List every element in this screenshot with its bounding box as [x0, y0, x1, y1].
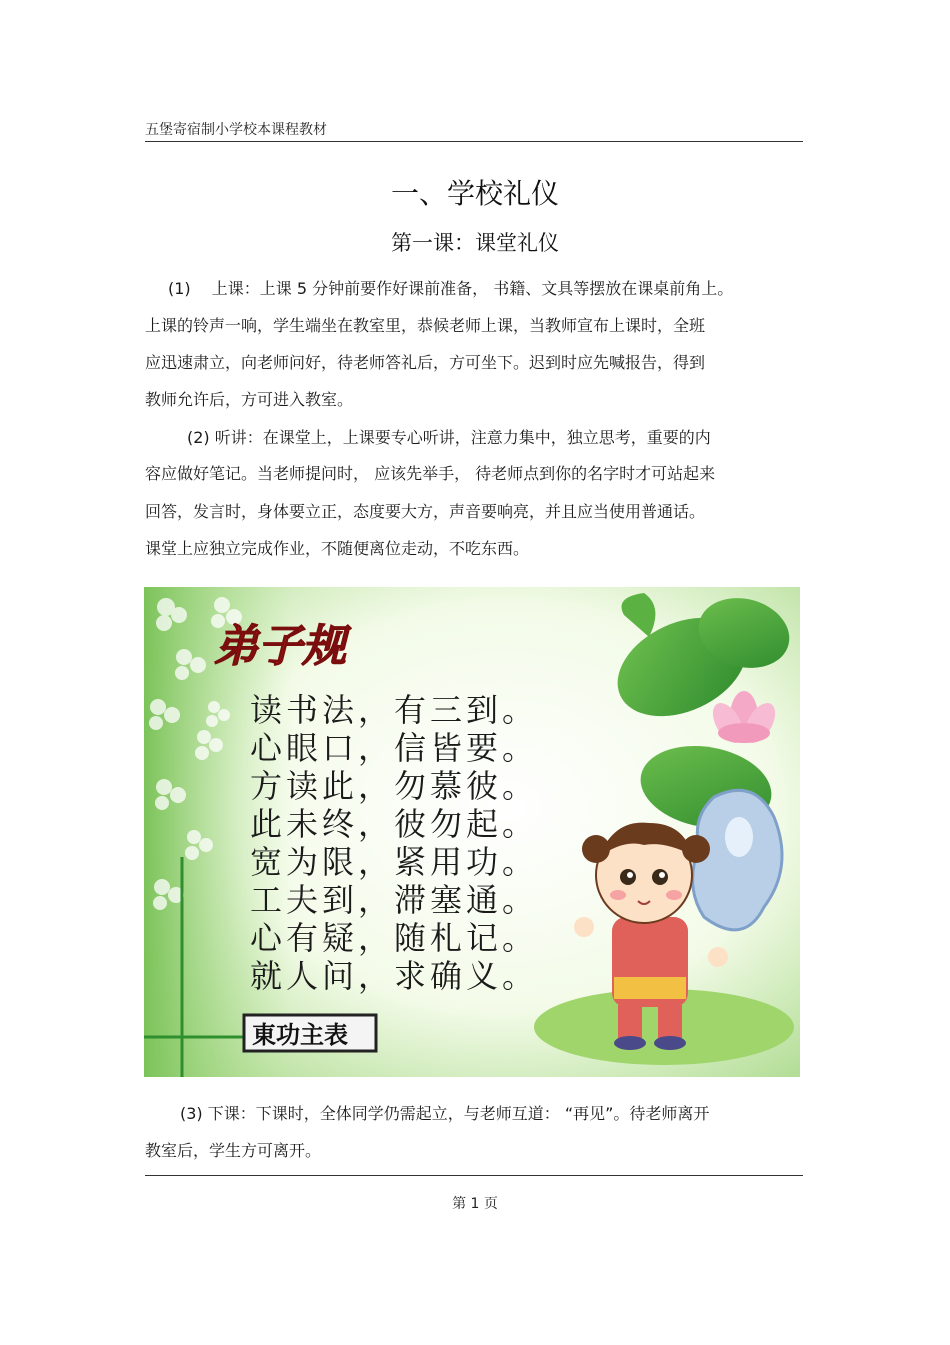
paragraph-line: 教师允许后，方可进入教室。 [145, 390, 354, 409]
paragraph-line: 上课的铃声一响，学生端坐在教室里，恭候老师上课，当教师宣布上课时，全班 [145, 316, 706, 335]
lesson-title: 第一课：课堂礼仪 [391, 231, 559, 255]
page-number: 第 1 页 [452, 1196, 498, 1212]
poem-verse: 读书法，有三到。 [250, 691, 539, 729]
paragraph-line: (3) 下课：下课时，全体同学仍需起立，与老师互道： “再见”。待老师离开 [180, 1104, 710, 1123]
paragraph-line: (2) 听讲：在课堂上，上课要专心听讲，注意力集中，独立思考，重要的内 [187, 428, 711, 447]
poem-verse: 此未终，彼勿起。 [250, 805, 539, 843]
poem-verse: 工夫到，滞塞通。 [250, 881, 539, 919]
header-rule [145, 141, 803, 142]
chapter-title: 一、学校礼仪 [390, 177, 559, 210]
paragraph-line: 教室后，学生方可离开。 [145, 1141, 322, 1160]
paragraph-line: 回答，发言时，身体要立正，态度要大方，声音要响亮，并且应当使用普通话。 [145, 502, 706, 521]
footer-rule [145, 1175, 803, 1176]
poem-verse: 方读此，勿慕彼。 [250, 767, 539, 805]
poem-verse: 心有疑，随札记。 [250, 919, 539, 957]
poem-verse: 宽为限，紧用功。 [250, 843, 539, 881]
poem-verse: 心眼口，信皆要。 [250, 729, 539, 767]
poster-title: 弟子规 [214, 621, 346, 672]
paragraph-line: 课堂上应独立完成作业，不随便离位走动，不吃东西。 [145, 539, 530, 558]
header-text: 五堡寄宿制小学校本课程教材 [145, 122, 327, 138]
paragraph-line: 应迅速肃立，向老师问好，待老师答礼后，方可坐下。迟到时应先喊报告，得到 [145, 353, 706, 372]
poster-stamp: 東功主表 [252, 1021, 348, 1049]
paragraph-line: (1) 上课：上课 5 分钟前要作好课前准备， 书籍、文具等摆放在课桌前角上。 [168, 279, 734, 298]
poem-verse: 就人问，求确义。 [250, 957, 539, 995]
dizigui-poster [144, 587, 800, 1077]
poem-verses [250, 691, 538, 995]
paragraph-line: 容应做好笔记。当老师提问时， 应该先举手， 待老师点到你的名字时才可站起来 [145, 464, 716, 483]
